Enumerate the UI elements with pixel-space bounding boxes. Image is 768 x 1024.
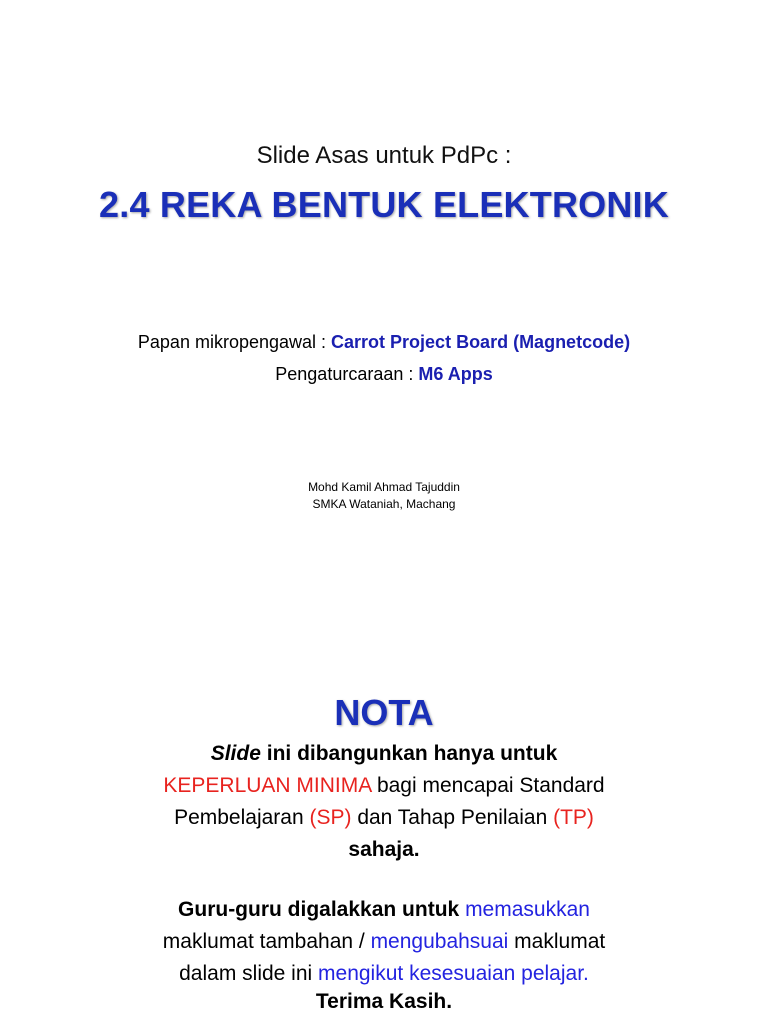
programming-info xyxy=(0,364,768,385)
note-line-7-blue: mengikut kesesuaian pelajar. xyxy=(318,962,589,985)
note-line-2-rest: bagi mencapai Standard xyxy=(371,774,605,797)
author-name: Mohd Kamil Ahmad Tajuddin xyxy=(308,480,460,494)
note-line-8: Terima Kasih. xyxy=(315,990,453,1013)
note-line-2 xyxy=(0,774,768,798)
school-name: SMKA Wataniah, Machang xyxy=(312,497,456,511)
note-line-2-red: KEPERLUAN MINIMA xyxy=(163,774,372,797)
note-line-6-b: maklumat xyxy=(508,930,606,953)
note-line-1-rest: ini dibangunkan hanya untuk xyxy=(260,742,558,765)
board-label: Papan mikropengawal : xyxy=(137,332,332,352)
note-line-3-a: Pembelajaran xyxy=(174,806,310,829)
note-line-3-tp: (TP) xyxy=(553,806,594,829)
note-slide xyxy=(0,512,768,1024)
note-line-7 xyxy=(0,962,768,986)
note-heading: NOTA xyxy=(334,692,434,733)
note-line-7-a: dalam slide ini xyxy=(179,962,319,985)
board-info xyxy=(0,332,768,353)
note-line-5-blue: memasukkan xyxy=(465,898,590,921)
programming-label: Pengaturcaraan : xyxy=(275,364,419,384)
note-line-5-a: Guru-guru digalakkan untuk xyxy=(178,898,466,921)
slide-title: 2.4 REKA BENTUK ELEKTRONIK xyxy=(99,184,669,225)
note-line-3 xyxy=(0,806,768,830)
note-line-5 xyxy=(0,898,768,922)
note-line-6-a: maklumat tambahan / xyxy=(162,930,371,953)
board-value: Carrot Project Board (Magnetcode) xyxy=(331,332,631,352)
note-line-6-blue: mengubahsuai xyxy=(370,930,509,953)
note-line-4: sahaja. xyxy=(348,838,420,861)
programming-value: M6 Apps xyxy=(418,364,493,384)
note-line-1 xyxy=(0,742,768,766)
note-line-3-b: dan Tahap Penilaian xyxy=(351,806,554,829)
note-line-1-italic: Slide xyxy=(210,742,261,765)
note-line-6 xyxy=(0,930,768,954)
note-line-3-sp: (SP) xyxy=(309,806,352,829)
slide-subtitle: Slide Asas untuk PdPc : xyxy=(256,142,512,169)
